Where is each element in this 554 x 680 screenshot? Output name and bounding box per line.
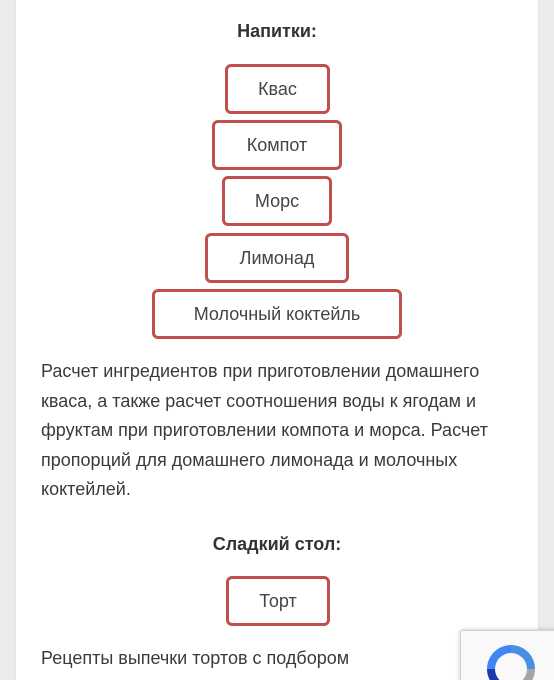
- recaptcha-icon: [483, 641, 539, 680]
- mors-button[interactable]: Морс: [222, 176, 332, 226]
- drinks-description: Расчет ингредиентов при приготовлении домашнего кваса, а также расчет соотношения воды к ягодам и фруктам при приготовлении компота и морса. Расчет пропорций для домашнего лимонада и молочных коктейлей.: [41, 361, 488, 499]
- sweets-description: Рецепты выпечки тортов с подбором: [41, 648, 350, 668]
- compote-button[interactable]: Компот: [212, 120, 342, 170]
- lemonade-button[interactable]: Лимонад: [205, 233, 349, 283]
- recaptcha-badge[interactable]: [460, 630, 554, 680]
- cake-button[interactable]: Торт: [226, 576, 330, 626]
- milkshake-button[interactable]: Молочный коктейль: [152, 289, 402, 339]
- kvass-button[interactable]: Квас: [225, 64, 330, 114]
- sweets-heading: Сладкий стол:: [212, 534, 342, 554]
- drinks-heading: Напитки:: [237, 21, 317, 41]
